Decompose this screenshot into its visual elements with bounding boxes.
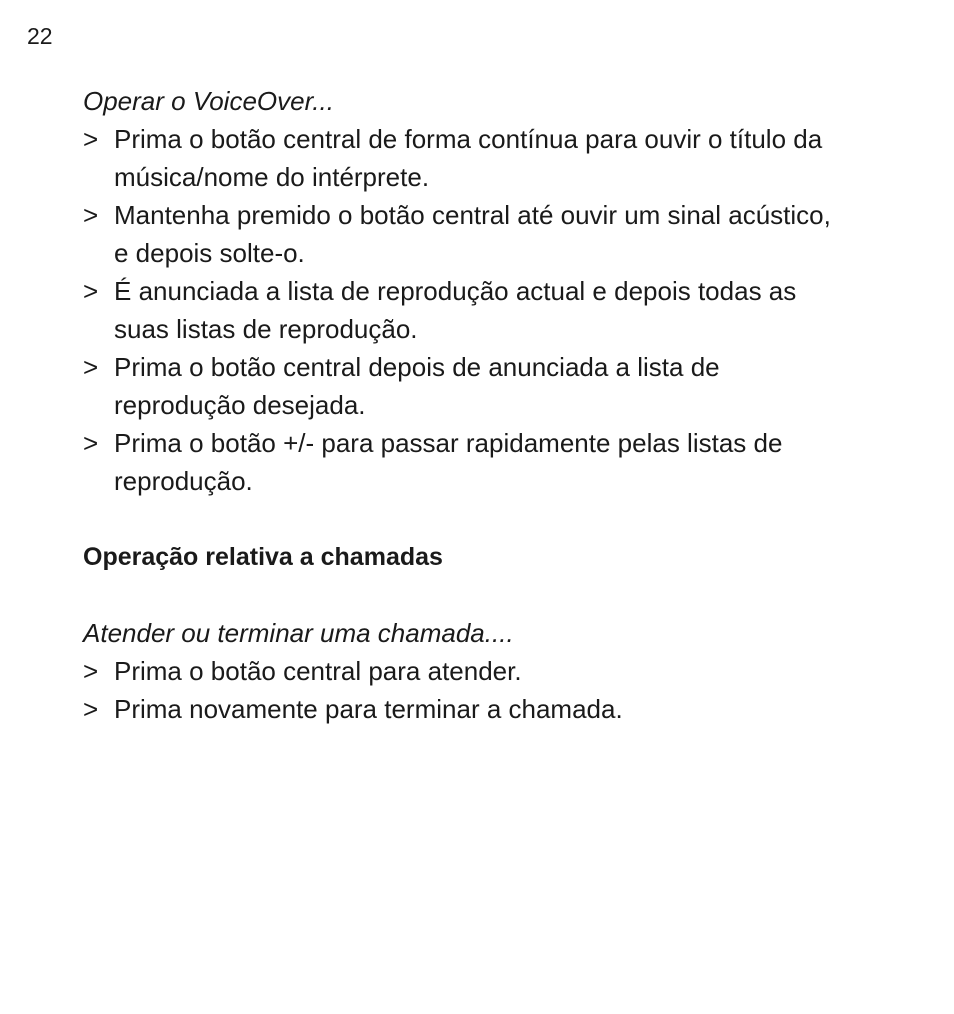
bullet-marker: >	[83, 200, 99, 230]
bullet-marker: >	[83, 276, 99, 306]
section-title: Operação relativa a chamadas	[83, 543, 443, 571]
page-number: 22	[27, 23, 53, 49]
step-text: Prima o botão +/- para passar rapidamente pelas listas de reprodução.	[114, 428, 783, 496]
step-text: Prima o botão central de forma contínua para ouvir o título da música/nome do intérprete.	[114, 124, 823, 192]
voiceover-steps	[83, 120, 843, 500]
step-text: Mantenha premido o botão central até ouvir um sinal acústico, e depois solte-o.	[114, 200, 831, 268]
list-item	[83, 424, 843, 500]
list-item	[83, 120, 843, 196]
bullet-marker: >	[83, 656, 99, 686]
bullet-marker: >	[83, 124, 99, 154]
list-item	[83, 690, 843, 728]
bullet-marker: >	[83, 428, 99, 458]
step-text: Prima o botão central para atender.	[114, 656, 522, 686]
step-text: Prima o botão central depois de anunciada a lista de reprodução desejada.	[114, 352, 720, 420]
list-item	[83, 348, 843, 424]
calls-steps	[83, 652, 843, 728]
spacer	[83, 576, 843, 614]
list-item	[83, 652, 843, 690]
step-text: É anunciada a lista de reprodução actual e depois todas as suas listas de reprodução.	[114, 276, 797, 344]
calls-subhead: Atender ou terminar uma chamada....	[83, 618, 514, 648]
bullet-marker: >	[83, 352, 99, 382]
list-item	[83, 272, 843, 348]
voiceover-subhead: Operar o VoiceOver...	[83, 86, 334, 116]
page-content	[83, 82, 843, 728]
bullet-marker: >	[83, 694, 99, 724]
list-item	[83, 196, 843, 272]
step-text: Prima novamente para terminar a chamada.	[114, 694, 623, 724]
